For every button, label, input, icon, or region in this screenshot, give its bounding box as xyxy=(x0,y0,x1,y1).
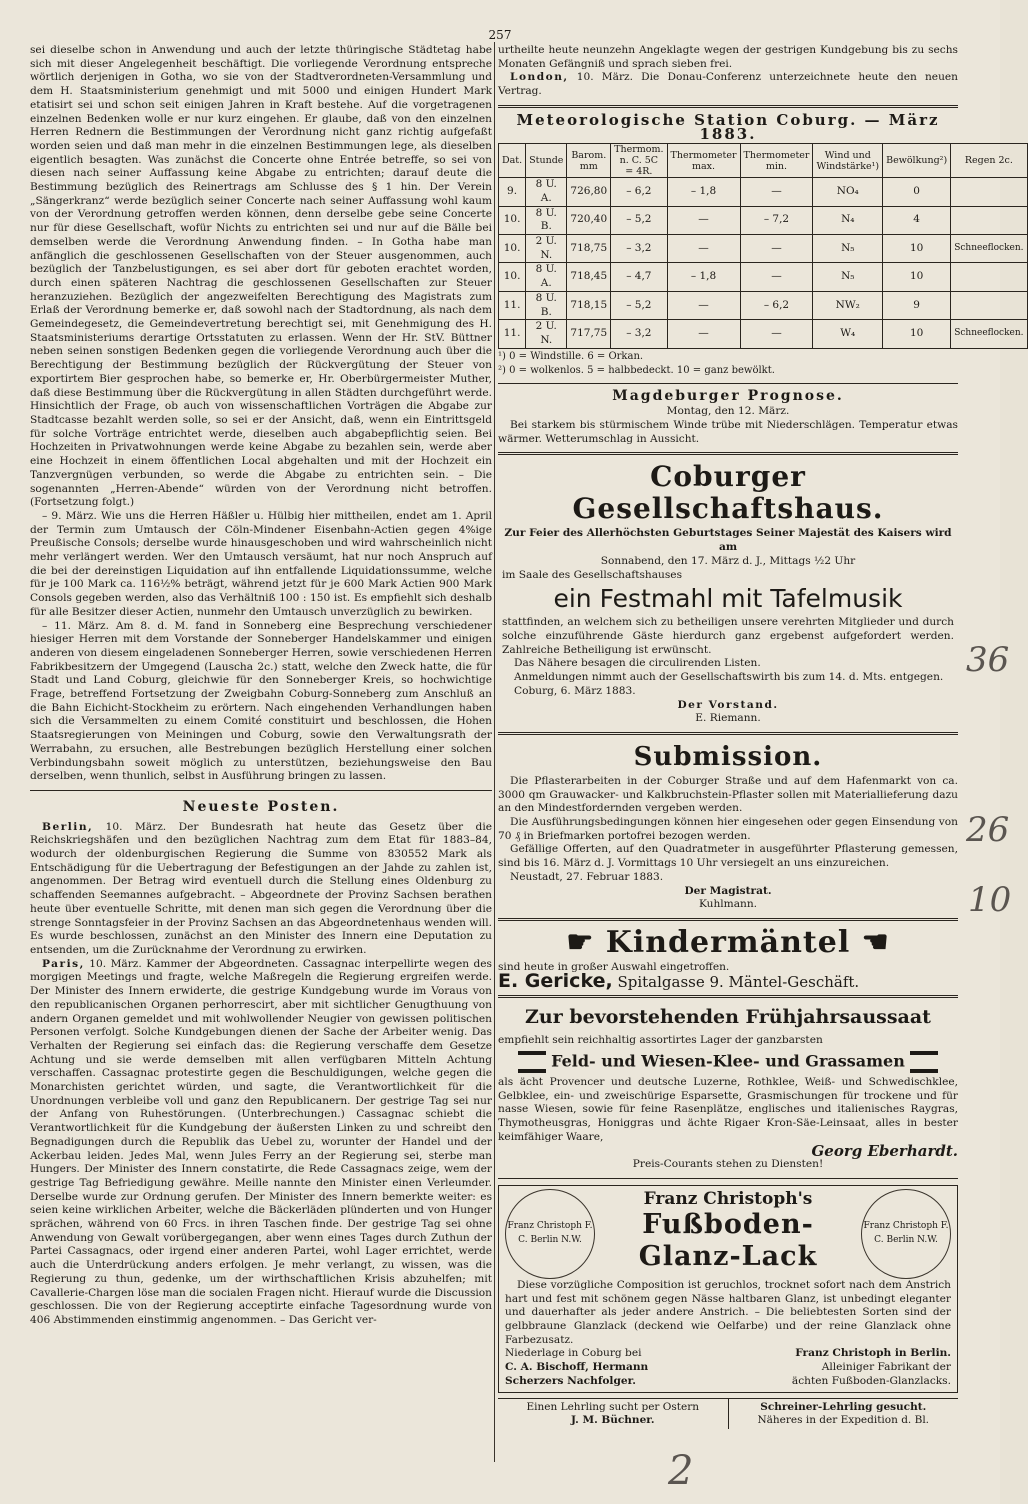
weather-table xyxy=(498,143,1028,348)
ad-line: Sonnabend, den 17. März d. J., Mittags ½2 Uhr xyxy=(600,554,856,567)
table-row xyxy=(499,291,1028,319)
table-cell: — xyxy=(667,320,740,348)
table-cell: – 5,2 xyxy=(611,291,667,319)
table-cell xyxy=(951,291,1027,319)
table-cell: 10 xyxy=(883,235,951,263)
table-cell: – 5,2 xyxy=(611,206,667,234)
ad-line: ächten Fußboden-Glanzlacks. xyxy=(791,1374,951,1387)
table-cell xyxy=(951,263,1027,291)
ad-signature-name: Kuhlmann. xyxy=(698,898,758,911)
ad-headline: Feld- und Wiesen-Klee- und Grassamen xyxy=(498,1051,958,1073)
handwritten-margin-note: 26 xyxy=(966,810,1010,850)
dateline: London, xyxy=(510,71,569,84)
table-cell: — xyxy=(740,178,813,206)
company-seal: Franz Christoph F. C. Berlin N.W. xyxy=(505,1189,595,1279)
table-cell: 9. xyxy=(499,178,526,206)
table-cell: 10 xyxy=(883,320,951,348)
article-paragraph: – 11. März. Am 8. d. M. fand in Sonneberg eine Besprechung verschiedener hiesiger Herren mit dem Vorstande der Sonneberger Handelskammer und einigen anderen von diesem eingeladenen Sonneberger Herren, sowie verschiedenen Herren Fabrikbesitzern der Umgegend (Lauscha 2c.) statt, welche den Zweck hatte, die für Stadt und Land Coburg, gleichwie für den Sonneberger Kreis, so hochwichtige Frage, betreffend Fortsetzung der Zweigbahn Coburg-Sonneberg zum Anschluß an die Bahn Eichicht-Stockheim zu erörtern. Nach eingehenden Verhandlungen haben sich die Versammelten zu einem Comité constituirt und beschlossen, die Hohen Staatsregierungen von Meiningen und Coburg, sowie den Verwaltungsrath der Werrabahn, zu ersuchen, alle Bestrebungen bezüglich Herstellung einer solchen Verbindungsbahn soweit möglich zu unterstützen, beziehungsweise den Bau derselben, wenn thunlich, selbst in Ausführung bringen zu lassen. xyxy=(30,619,492,783)
table-cell: 10 xyxy=(883,263,951,291)
table-cell: 9 xyxy=(883,291,951,319)
table-header: Regen 2c. xyxy=(951,144,1027,178)
table-cell: — xyxy=(667,206,740,234)
ad-line: im Saale des Gesellschaftshauses xyxy=(502,568,683,581)
ad-signature: Der Vorstand. xyxy=(677,698,779,711)
handwritten-margin-note: 36 xyxy=(966,640,1010,680)
page-number: 257 xyxy=(488,28,512,42)
forecast-date: Montag, den 12. März. xyxy=(666,405,790,418)
table-cell: 11. xyxy=(499,291,526,319)
ad-body: stattfinden, an welchem sich zu betheiligen unsere verehrten Mitglieder und durch solche einzuführende Gäste hierdurch ganz ergebenst aufgefordert werden. Zahlreiche Betheiligung ist erwünscht. xyxy=(502,616,954,656)
ad-body: als ächt Provencer und deutsche Luzerne, Rothklee, Weiß- und Schwedischklee, Gelbklee, ein- und zweischürige Esparsette, Grasmischungen für trockene und für nasse Wiesen, sowie für feine Rasenplätze, englisches und italienisches Raygras, Thymotheusgras, Honiggras und ächte Rigaer Kron-Säe-Leinsaat, alles in bester keimfähiger Waare, xyxy=(498,1076,958,1143)
divider xyxy=(498,452,958,455)
news-item: Paris, 10. März. Kammer der Abgeordneten. Cassagnac interpellirte wegen des morgigen Meetings und fragte, welche Maßregeln die Regierung ergreifen werde. Der Minister des Innern erwiderte, die gestrige Kundgebung wurde im Voraus von den republicanischen Organen perhorrescirt, aber mit sichtlicher Genugthuung von andern Organen gemeldet und mit wohlwollender Neugier von gewissen politischen Personen verfolgt. Solche Kundgebungen dienen der Sache der Arbeiter wenig. Das Verhalten der Regierung sei einfach das: die Regierung verschaffe dem Gesetze Achtung und sie werde demselben mit allen verfügbaren Mitteln Achtung verschaffen. Cassagnac protestirte gegen die Beschuldigungen, welche gegen die Monarchisten gerichtet würden, und sagte, die Verantwortlichkeit für die Unordnungen verbleibe voll und ganz den Republicanern. Der gestrige Tag sei nur der Anfang von Ruhestörungen. (Unterbrechungen.) Cassagnac schiebt die Verantwortlichkeit für die Kundgebung der äußersten Linken zu und schreibt den Begnadigungen durch die Republik das Uebel zu, worunter der Handel und der Ackerbau leiden. Jedes Mal, wenn Jules Ferry an der Regierung sei, sterbe man Hungers. Der Minister des Innern constatirte, die Rede Cassagnacs zeige, wem der gestrige Tag Befriedigung gewähre. Meille nannte den Minister einen Verleumder. Derselbe wurde zur Ordnung gerufen. Der Minister des Innern bemerkte weiter: es seien keine wirklichen Arbeiter, welche die Bäckerläden plünderten und von Hunger sprächen, während von 60 Frcs. in ihren Taschen finde. Der gestrige Tag sei ohne Anwendung von Gewalt vorübergegangen, aber wenn eines Tages durch Zuthun der Partei Cassagnacs, oder irgend einer anderen Partei, wohl Lager errichtet, werde auch die Unterdrückung anders erfolgen. Je mehr verlangt, zu wissen, was die Regierung zu thun, gedenke, um der wirthschaftlichen Krisis abzuhelfen; mit Cavallerie-Chargen löse man die socialen Fragen nicht. Hierauf wurde die Discussion geschlossen. Die von der Regierung acceptirte einfache Tagesordnung wurde von 406 Abstimmenden einstimmig angenommen. – Das Gericht ver- xyxy=(30,957,492,1326)
ad-saatgut xyxy=(498,1004,958,1172)
table-cell: 717,75 xyxy=(567,320,611,348)
table-cell: NW₂ xyxy=(813,291,883,319)
table-cell: N₄ xyxy=(813,206,883,234)
forecast-title: Magdeburger Prognose. xyxy=(612,387,844,404)
table-cell xyxy=(951,178,1027,206)
table-cell: — xyxy=(667,235,740,263)
divider xyxy=(498,1178,958,1179)
ad-title: Franz Christoph's xyxy=(643,1189,813,1210)
table-cell: 726,80 xyxy=(567,178,611,206)
table-cell: 0 xyxy=(883,178,951,206)
ad-signature: Georg Eberhardt. xyxy=(811,1141,958,1160)
table-cell xyxy=(951,206,1027,234)
pointing-hand-icon: ☚ xyxy=(850,924,890,960)
ad-firm-name: C. A. Bischoff, Hermann xyxy=(505,1361,649,1374)
ad-firm-name: Scherzers Nachfolger. xyxy=(505,1374,636,1387)
table-row xyxy=(499,263,1028,291)
table-cell: — xyxy=(740,320,813,348)
table-cell: 10. xyxy=(499,263,526,291)
ad-title: Coburger Gesellschaftshaus. xyxy=(572,460,884,526)
table-cell: 718,75 xyxy=(567,235,611,263)
ad-line: Zur Feier des Allerhöchsten Geburtstages Seiner Majestät des Kaisers wird am xyxy=(504,527,952,554)
ad-glanzlack xyxy=(498,1185,958,1393)
company-seal: Franz Christoph F. C. Berlin N.W. xyxy=(861,1189,951,1279)
ad-line: Niederlage in Coburg bei xyxy=(505,1347,642,1360)
ad-date: Neustadt, 27. Februar 1883. xyxy=(510,870,664,883)
table-row xyxy=(499,320,1028,348)
table-cell: 718,15 xyxy=(567,291,611,319)
ad-title: Zur bevorstehenden Frühjahrsaussaat xyxy=(525,1006,931,1029)
table-cell: — xyxy=(667,291,740,319)
dateline: Berlin, xyxy=(42,820,94,833)
table-header: Thermom. n. C. 5C = 4R. xyxy=(611,144,667,178)
ad-body: Die Pflasterarbeiten in der Coburger Straße und auf dem Hafenmarkt von ca. 3000 qm Grauwacker- und Kalkbruchstein-Pflaster sollen mit Materiallieferung dazu an den Mindestfordernden vergeben werden. xyxy=(498,774,958,815)
table-cell: – 6,2 xyxy=(611,178,667,206)
ad-body: Anmeldungen nimmt auch der Gesellschaftswirth bis zum 14. d. Mts. entgegen. xyxy=(514,671,944,684)
divider xyxy=(498,383,958,384)
news-item: Berlin, 10. März. Der Bundesrath hat heute das Gesetz über die Reichskriegshäfen und den bezüglichen Nachtrag zum dem Etat für 1883–84, wodurch der oldenburgischen Regierung die Summe von 830552 Mark als Entschädigung für die Uebertragung der Befestigungen an der Jahde zu zahlen ist, angenommen. Der Betrag wird eventuell durch die Stellung eines Oldenburg zu schaffenden Seemannes aufgebracht. – Abgeordnete der Provinz Sachsen berathen heute über eventuelle Schritte, mit denen man sich gegen die Verordnung über die strenge Sonntagsfeier in der Provinz Sachsen an das Abgeordnetenhaus wenden will. Es wurde beschlossen, zunächst an den Minister des Innern eine Deputation zu entsenden, um die Zurücknahme der Verordnung zu erwirken. xyxy=(30,820,492,956)
table-header: Dat. xyxy=(499,144,526,178)
handwritten-margin-note: 10 xyxy=(968,880,1012,920)
table-cell: – 1,8 xyxy=(667,263,740,291)
news-item: London, 10. März. Die Donau-Conferenz unterzeichnete heute den neuen Vertrag. xyxy=(498,71,958,98)
ad-firm-name: J. M. Büchner. xyxy=(571,1413,655,1426)
article-paragraph: sei dieselbe schon in Anwendung und auch der letzte thüringische Städtetag habe sich mit dieser Angelegenheit beschäftigt. Die vorliegende Verordnung entspreche wörtlich derjenigen in Gotha, wo sie von der Stadtverordneten-Versammlung und dem H. Staatsministerium genehmigt und mit 5000 und einigen Hundert Mark etatisirt sei und schon seit einigen Jahren in Kraft bestehe. Auf die vorgetragenen einzelnen Bedenken wolle er nur kurz eingehen. Er glaube, daß von den einzelnen Herren Rednern die Bestimmungen der Verordnung nicht ganz richtig aufgefaßt worden seien und daß man mehr in die einzelnen Bestimmungen lege, als dieselben eigentlich besagten. Was zunächst die Concerte ohne Entrée betreffe, so sei von diesen nach seiner Auffassung keine Abgabe zu entrichten; darauf deute die Bestimmung bezüglich des Reinertrags am Schlusse des § 1 hin. Der Verein „Sängerkranz“ werde bezüglich seiner Concerte nach seiner Auffassung wohl kaum von der Verordnung getroffen werden können, denn derselbe gebe seine Concerte nur für diese Gesellschaft, wofür Nichts zu entrichten sei und nur auf die Bälle bei demselben werde die Verordnung Anwendung finden. – In Gotha habe man anfänglich die geschlossenen Gesellschaften von der Steuer ausgenommen, auch bezüglich der Tanzbelustigungen, es sei aber dort für geboten erachtet worden, durch einen späteren Nachtrag die geschlossenen Gesellschaften zur Steuer heranzuziehen. Bezüglich der angezweifelten Berechtigung des Magistrats zum Erlaß der Verordnung bemerke er, daß sowohl nach der Stadtordnung, als nach dem Gemeindegesetz, die Gemeindevertretung berechtigt sei, mit Genehmigung des H. Staatsministeriums derartige Ortsstatuten zu erlassen. Wenn der Hr. StV. Büttner neben seinen sonstigen Bedenken gegen die vorliegende Verordnung auch über die Berechtigung der Bestimmung bezüglich der Rückvergütung der Steuer von exportirtem Bier gesprochen habe, so bemerke er, Hr. Oberbürgermeister Muther, daß diese Bestimmung über die Rückvergütung in allen Städten durchgeführt werde. Hinsichtlich der Frage, ob auch von wissenschaftlichen Vorträgen die Abgabe zur Stadtcasse bezahlt werden solle, so sei er der Ansicht, daß, wenn ein Eintrittsgeld für solche Vorträge entrichtet werde, dieselben auch abgabepflichtig seien. Bei Hochzeiten in Privatwohnungen werde keine Abgabe zu bezahlen sein, werde aber eine Hochzeit in einem öffentlichen Local abgehalten und mit der Hochzeit ein Tanzvergnügen verbunden, so werde die Abgabe zu entrichten sein. – Die sogenannten „Herren-Abende“ würden von der Verordnung nicht betroffen. (Fortsetzung folgt.) xyxy=(30,44,492,509)
table-cell: NO₄ xyxy=(813,178,883,206)
divider xyxy=(498,918,958,921)
table-header: Barom. mm xyxy=(567,144,611,178)
bar-ornament xyxy=(518,1051,546,1073)
ad-firm-name: E. Gericke, xyxy=(498,969,613,992)
table-cell: – 6,2 xyxy=(740,291,813,319)
ad-headline: Fußboden-Glanz-Lack xyxy=(638,1208,818,1272)
ad-signature: Der Magistrat. xyxy=(684,884,772,897)
section-heading: Neueste Posten. xyxy=(182,798,340,815)
divider xyxy=(30,790,492,791)
table-cell: – 4,7 xyxy=(611,263,667,291)
handwritten-margin-note: 2 xyxy=(668,1448,694,1494)
ad-title: Submission. xyxy=(633,741,823,772)
ad-headline: ein Festmahl mit Tafelmusik xyxy=(553,584,903,614)
ad-schreiner: Schreiner-Lehrling gesucht. Näheres in der Expedition d. Bl. xyxy=(728,1399,959,1429)
table-cell: 4 xyxy=(883,206,951,234)
ad-body: Das Nähere besagen die circulirenden Listen. xyxy=(514,657,761,670)
table-header: Thermometer max. xyxy=(667,144,740,178)
ad-signature-name: E. Riemann. xyxy=(695,712,761,725)
table-header: Stunde xyxy=(526,144,567,178)
divider xyxy=(498,995,958,998)
ad-line: sind heute in großer Auswahl eingetroffen. xyxy=(498,960,730,973)
table-header: Thermometer min. xyxy=(740,144,813,178)
ad-firm-name: Franz Christoph in Berlin. xyxy=(795,1347,951,1360)
table-cell: — xyxy=(740,263,813,291)
ad-line: Preis-Courants stehen zu Diensten! xyxy=(632,1158,824,1171)
table-cell: 8 U. B. xyxy=(526,206,567,234)
table-cell: Schneeflocken. xyxy=(951,235,1027,263)
dateline: Paris, xyxy=(42,957,85,970)
weather-station-title: Meteorologische Station Coburg. — März 1883. xyxy=(516,110,940,143)
table-header: Wind und Windstärke¹) xyxy=(813,144,883,178)
ad-line: empfiehlt sein reichhaltig assortirtes Lager der ganzbarsten xyxy=(498,1034,823,1047)
table-cell: Schneeflocken. xyxy=(951,320,1027,348)
ad-title: ☛ Kindermäntel ☚ xyxy=(566,924,890,960)
weather-footnote: ²) 0 = wolkenlos. 5 = halbbedeckt. 10 = ganz bewölkt. xyxy=(498,364,775,376)
ad-submission xyxy=(498,741,958,912)
table-row xyxy=(499,206,1028,234)
table-cell: 11. xyxy=(499,320,526,348)
table-cell: N₅ xyxy=(813,235,883,263)
left-column xyxy=(30,44,492,1464)
table-cell: 718,45 xyxy=(567,263,611,291)
bar-ornament xyxy=(910,1051,938,1073)
forecast-text: Bei starkem bis stürmischem Winde trübe mit Niederschlägen. Temperatur etwas wärmer. Wetterumschlag in Aussicht. xyxy=(498,419,958,445)
table-cell: 10. xyxy=(499,235,526,263)
table-cell: 8 U. B. xyxy=(526,291,567,319)
pointing-hand-icon: ☛ xyxy=(566,924,606,960)
article-paragraph: – 9. März. Wie uns die Herren Häßler u. Hülbig hier mittheilen, endet am 1. April der Termin zum Umtausch der Cöln-Mindener Eisenbahn-Actien gegen 4%ige Preußische Consols; derselbe wurde hinausgeschoben und wird wahrscheinlich nicht mehr verlängert werden. Wer den Umtausch versäumt, hat nur noch Anspruch auf die bei der dereinstigen Liquidation auf ihn entfallende Liquidationssumme, welche für je 100 Mark ca. 116½% beträgt, während jetzt für je 600 Mark Actien 900 Mark Consols gegeben werden, also das Verhältniß 100 : 150 ist. Es empfiehlt sich deshalb für alle Besitzer dieser Actien, nunmehr den Umtausch unverzüglich zu bewirken. xyxy=(30,509,492,618)
table-cell: – 3,2 xyxy=(611,320,667,348)
ad-kindermaentel xyxy=(498,924,958,992)
weather-footnote: ¹) 0 = Windstille. 6 = Orkan. xyxy=(498,350,644,362)
ad-body: Diese vorzügliche Composition ist geruchlos, trocknet sofort nach dem Anstrich hart und fest mit schönem gegen Nässe haltbaren Glanz, ist unbedingt eleganter und dauerhafter als jeder andere Anstrich. – Die beliebtesten Sorten sind der gelbbraune Glanzlack (deckend wie Oelfarbe) und der reine Glanzlack ohne Farbezusatz. xyxy=(505,1278,951,1346)
table-header: Bewölkung²) xyxy=(883,144,951,178)
table-cell: W₄ xyxy=(813,320,883,348)
table-row xyxy=(499,178,1028,206)
table-cell: 8 U. A. xyxy=(526,178,567,206)
table-cell: 2 U. N. xyxy=(526,235,567,263)
ad-line: Alleiniger Fabrikant der xyxy=(821,1361,951,1374)
article-paragraph: urtheilte heute neunzehn Angeklagte wegen der gestrigen Kundgebung bis zu sechs Monaten Gefängniß und sprach sieben frei. xyxy=(498,44,958,70)
ad-body: Die Ausführungsbedingungen können hier eingesehen oder gegen Einsendung von 70 ₰ in Briefmarken portofrei bezogen werden. xyxy=(498,816,958,842)
table-cell: 2 U. N. xyxy=(526,320,567,348)
column-rule xyxy=(494,42,495,1462)
ad-body: Gefällige Offerten, auf den Quadratmeter in ausgeführter Pflasterung gemessen, sind bis 16. März d. J. Vormittags 10 Uhr versiegelt an uns einzureichen. xyxy=(498,843,958,870)
ad-line: E. Gericke, Spitalgasse 9. Mäntel-Geschäft. xyxy=(498,969,860,992)
ad-gesellschaftshaus xyxy=(498,461,958,725)
table-row xyxy=(499,235,1028,263)
table-cell: – 1,8 xyxy=(667,178,740,206)
table-cell: N₅ xyxy=(813,263,883,291)
table-cell: 720,40 xyxy=(567,206,611,234)
table-cell: 8 U. A. xyxy=(526,263,567,291)
table-cell: – 3,2 xyxy=(611,235,667,263)
table-cell: – 7,2 xyxy=(740,206,813,234)
divider xyxy=(498,105,958,108)
table-cell: — xyxy=(740,235,813,263)
ad-date: Coburg, 6. März 1883. xyxy=(514,684,636,697)
small-ads xyxy=(498,1398,958,1429)
divider xyxy=(498,732,958,735)
ad-lehrling: Einen Lehrling sucht per Ostern J. M. Büchner. xyxy=(498,1399,728,1429)
table-cell: 10. xyxy=(499,206,526,234)
